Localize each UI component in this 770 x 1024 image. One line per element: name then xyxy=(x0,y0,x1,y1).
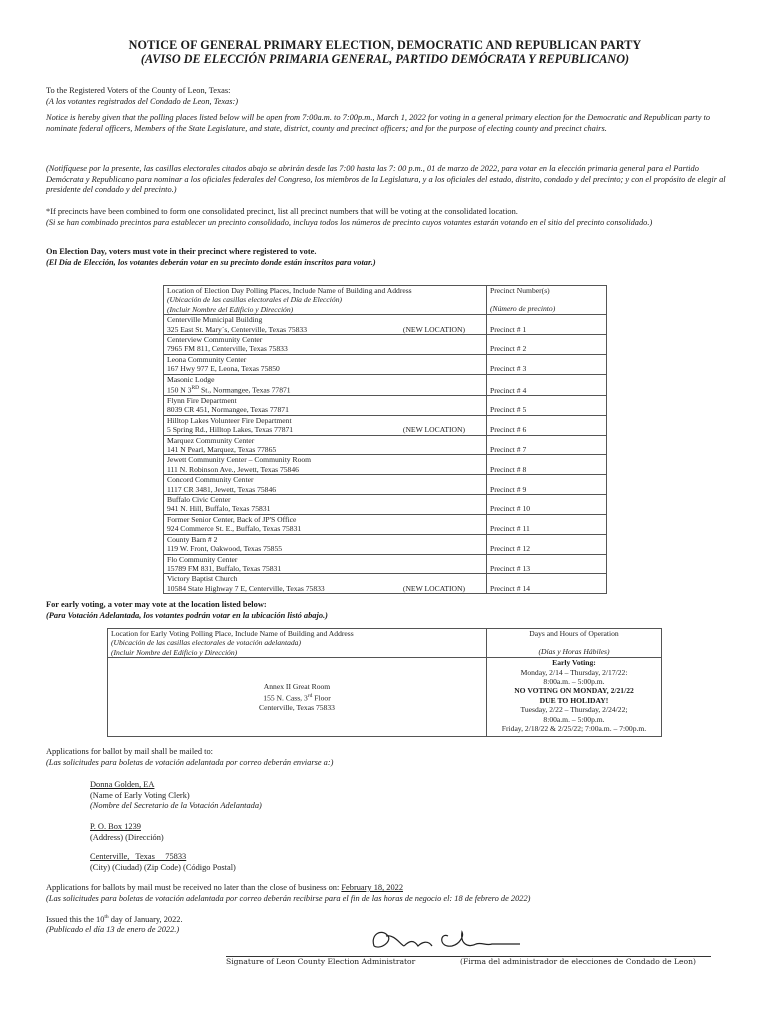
clerk-name: Donna Golden, EA xyxy=(90,780,155,789)
polling-place-address-line xyxy=(167,364,483,373)
addressee-es: (A los votantes registrados del Condado de Leon, Texas:) xyxy=(46,96,239,106)
early-voting-clerk xyxy=(90,780,490,812)
combined-precinct-note xyxy=(46,207,726,228)
mail-intro-es: (Las solicitudes para boletas de votación adelantada por correo deberán enviarse a:) xyxy=(46,757,334,767)
polling-place-row xyxy=(164,534,607,554)
early-table-header xyxy=(108,629,662,658)
polling-place-name: County Barn # 2 xyxy=(167,534,218,544)
early-header-location-es1: (Ubicación de las casillas electorales de votación adelantada) xyxy=(111,638,302,648)
polling-place-row xyxy=(164,475,607,495)
polling-place-row xyxy=(164,574,607,594)
early-hours-line6: 8:00a.m. – 5:00p.m. xyxy=(543,714,605,724)
early-intro-es: (Para Votación Adelantada, los votantes podrán votar en la ubicación listó abajo.) xyxy=(46,610,328,620)
polling-place-location xyxy=(164,415,487,435)
mail-deadline-text: Applications for ballots by mail must be received no later than the close of business on: xyxy=(46,883,340,892)
polling-place-address-line xyxy=(167,564,483,573)
issued-en: Issued this the 10th day of January, 2022. xyxy=(46,914,183,924)
mail-address-label: (Address) (Dirección) xyxy=(90,832,164,842)
polling-table-header xyxy=(164,286,607,315)
polling-place-address: 941 N. Hill, Buffalo, Texas 75831 xyxy=(167,504,271,514)
polling-place-row xyxy=(164,415,607,435)
polling-places-table xyxy=(163,285,607,594)
title-english: NOTICE OF GENERAL PRIMARY ELECTION, DEMOCRATIC AND REPUBLICAN PARTY xyxy=(128,38,642,52)
mail-city-value: Centerville, Texas 75833 xyxy=(90,852,187,861)
header-location-es1: (Ubicación de las casillas electorales el Día de Elección) xyxy=(167,295,343,305)
early-location-city: Centerville, Texas 75833 xyxy=(259,702,335,712)
precinct-number: Precinct # 9 xyxy=(487,475,607,495)
polling-place-address: 119 W. Front, Oakwood, Texas 75855 xyxy=(167,544,283,554)
early-hours-line2: 8:00a.m. – 5:00p.m. xyxy=(543,677,605,687)
polling-place-location xyxy=(164,495,487,515)
polling-place-location xyxy=(164,554,487,574)
header-location-es2: (Incluir Nombre del Edificio y Dirección) xyxy=(167,304,294,314)
mail-deadline xyxy=(46,883,726,904)
election-day-es: (El Día de Elección, los votantes deberán votar en su precinto donde están inscritos para votar.) xyxy=(46,257,376,267)
polling-place-address-line xyxy=(167,465,483,474)
early-hours-line4: DUE TO HOLIDAY! xyxy=(539,695,609,705)
early-header-days-es: (Días y Horas Hábiles) xyxy=(538,647,610,657)
election-day-note xyxy=(46,247,726,268)
early-location-building: Annex II Great Room xyxy=(263,682,331,692)
signature-label-en: Signature of Leon County Election Administrator xyxy=(226,957,416,966)
polling-place-address-line xyxy=(167,485,483,494)
polling-place-row xyxy=(164,335,607,355)
polling-place-location xyxy=(164,315,487,335)
polling-place-name: Buffalo Civic Center xyxy=(167,495,231,505)
issued-es: (Publicado el día 13 de enero de 2022.) xyxy=(46,925,180,935)
polling-place-location xyxy=(164,534,487,554)
polling-place-location xyxy=(164,574,487,594)
precinct-number: Precinct # 8 xyxy=(487,455,607,475)
polling-place-row xyxy=(164,495,607,515)
polling-place-location xyxy=(164,475,487,495)
header-location-en: Location of Election Day Polling Places, Include Name of Building and Address xyxy=(167,286,412,295)
polling-place-name: Jewett Community Center – Community Room xyxy=(167,455,312,465)
mail-address-value: P. O. Box 1239 xyxy=(90,822,141,831)
polling-place-row xyxy=(164,435,607,455)
early-header-location xyxy=(108,629,487,658)
mail-deadline-es: (Las solicitudes para boletas de votación adelantada por correo deberán recibirse para el fin de las horas de negocio el: 18 de febrero de 2022) xyxy=(46,893,531,903)
early-header-location-es2: (Incluir Nombre del Edificio y Dirección) xyxy=(111,647,238,657)
early-table-row xyxy=(108,658,662,737)
title-spanish: (AVISO DE ELECCIÓN PRIMARIA GENERAL, PARTIDO DEMÓCRATA Y REPUBLICANO) xyxy=(140,52,630,66)
polling-place-address: 7965 FM 811, Centerville, Texas 75833 xyxy=(167,344,288,354)
early-voting-table xyxy=(107,628,662,737)
polling-place-address: 5 Spring Rd., Hilltop Lakes, Texas 77871 xyxy=(167,425,294,435)
polling-place-address-line xyxy=(167,445,483,454)
precinct-number: Precinct # 4 xyxy=(487,374,607,395)
polling-place-location xyxy=(164,396,487,416)
early-hours-line3: NO VOTING ON MONDAY, 2/21/22 xyxy=(514,686,634,696)
polling-place-address-line xyxy=(167,405,483,414)
precinct-number: Precinct # 1 xyxy=(487,315,607,335)
new-location-note: (NEW LOCATION) xyxy=(402,583,465,593)
mail-intro xyxy=(46,747,726,768)
signature-label-es: (Firma del administrador de elecciones de Condado de Leon) xyxy=(460,957,696,966)
polling-place-name: Marquez Community Center xyxy=(167,435,255,445)
polling-place-row xyxy=(164,396,607,416)
combined-es: (Si se han combinado precintos para establecer un precinto consolidado, incluya todos los números de precinto cuyos votantes estarán votando en el sitio del precinto consolidado.) xyxy=(46,217,653,227)
early-hours-line1: Monday, 2/14 – Thursday, 2/17/22: xyxy=(520,667,628,677)
handwritten-signature xyxy=(360,922,540,958)
precinct-number: Precinct # 6 xyxy=(487,415,607,435)
polling-place-address: 167 Hwy 977 E, Leona, Texas 75850 xyxy=(167,364,280,374)
polling-place-address-line xyxy=(167,544,483,553)
polling-place-name: Victory Baptist Church xyxy=(167,574,238,584)
polling-place-name: Concord Community Center xyxy=(167,475,254,485)
header-precinct-es: (Número de precinto) xyxy=(490,304,556,314)
early-hours-line7: Friday, 2/18/22 & 2/25/22; 7:00a.m. – 7:00p.m. xyxy=(501,724,647,734)
polling-place-name: Masonic Lodge xyxy=(167,374,215,384)
election-day-en: On Election Day, voters must vote in their precinct where registered to vote. xyxy=(46,247,317,256)
polling-place-row xyxy=(164,315,607,335)
new-location-note: (NEW LOCATION) xyxy=(402,425,465,435)
early-header-location-en: Location for Early Voting Polling Place, Include Name of Building and Address xyxy=(111,629,354,638)
precinct-number: Precinct # 5 xyxy=(487,396,607,416)
polling-place-row xyxy=(164,554,607,574)
polling-place-name: Flynn Fire Department xyxy=(167,396,237,405)
precinct-number: Precinct # 13 xyxy=(487,554,607,574)
early-location-cell xyxy=(108,658,487,737)
polling-place-name: Centerview Community Center xyxy=(167,335,263,345)
polling-place-address-line xyxy=(167,524,483,533)
header-precinct-en: Precinct Number(s) xyxy=(490,286,550,295)
polling-place-location xyxy=(164,435,487,455)
early-header-days xyxy=(487,629,662,658)
mail-city xyxy=(90,852,490,873)
polling-place-address: 141 N Pearl, Marquez, Texas 77865 xyxy=(167,445,277,455)
polling-place-address: 1117 CR 3481, Jewett, Texas 75846 xyxy=(167,484,277,494)
early-intro-en: For early voting, a voter may vote at the location listed below: xyxy=(46,600,267,609)
polling-place-address-line xyxy=(167,584,483,593)
early-header-days-en: Days and Hours of Operation xyxy=(529,629,619,638)
polling-place-location xyxy=(164,455,487,475)
polling-place-address-line xyxy=(167,344,483,353)
polling-place-address-line xyxy=(167,504,483,513)
polling-place-address: 150 N 3RD St., Normangee, Texas 77871 xyxy=(167,385,291,395)
polling-place-location xyxy=(164,335,487,355)
early-location-street: 155 N. Cass, 3rd Floor xyxy=(263,692,331,703)
polling-place-address-line xyxy=(167,384,483,395)
polling-place-address: 111 N. Robinson Ave., Jewett, Texas 75846 xyxy=(167,464,299,474)
polling-place-address-line xyxy=(167,325,483,334)
polling-place-name: Flo Community Center xyxy=(167,554,238,564)
early-hours-line5: Tuesday, 2/22 – Thursday, 2/24/22; xyxy=(520,705,628,715)
polling-place-address: 15789 FM 831, Buffalo, Texas 75831 xyxy=(167,563,282,573)
polling-place-address: 8039 CR 451, Normangee, Texas 77871 xyxy=(167,405,289,415)
polling-place-address: 10584 State Highway 7 E, Centerville, Texas 75833 xyxy=(167,583,325,593)
precinct-number: Precinct # 14 xyxy=(487,574,607,594)
combined-en: *If precincts have been combined to form one consolidated precinct, list all precinct numbers that will be voting at the consolidated location. xyxy=(46,207,518,216)
polling-place-name: Former Senior Center, Back of JP'S Office xyxy=(167,514,297,524)
mail-address xyxy=(90,822,490,843)
polling-place-row xyxy=(164,354,607,374)
header-precinct xyxy=(487,286,607,315)
precinct-number: Precinct # 11 xyxy=(487,514,607,534)
mail-deadline-en xyxy=(46,883,726,894)
polling-place-location xyxy=(164,374,487,395)
clerk-label-es: (Nombre del Secretario de la Votación Adelantada) xyxy=(90,801,262,811)
polling-place-address: 325 East St. Mary`s, Centerville, Texas 75833 xyxy=(167,324,308,334)
precinct-number: Precinct # 2 xyxy=(487,335,607,355)
polling-place-address-line xyxy=(167,425,483,434)
polling-place-name: Centerville Municipal Building xyxy=(167,315,263,325)
polling-place-location xyxy=(164,514,487,534)
mail-intro-en: Applications for ballot by mail shall be mailed to: xyxy=(46,747,214,756)
mail-city-label: (City) (Ciudad) (Zip Code) (Código Postal) xyxy=(90,862,236,872)
polling-place-row xyxy=(164,455,607,475)
polling-place-row xyxy=(164,374,607,395)
polling-place-location xyxy=(164,354,487,374)
precinct-number: Precinct # 3 xyxy=(487,354,607,374)
mail-deadline-date: February 18, 2022 xyxy=(341,883,404,892)
notice-en: Notice is hereby given that the polling places listed below will be open from 7:00a.m. to 7:00p.m., March 1, 2022 for voting in a general primary election for the Democratic and Republican party to nominate federal officers, Members of the State Legislature, and state, district, county and precinct officers; and for the purpose of electing county and precinct chairs. xyxy=(46,113,711,133)
polling-place-name: Hilltop Lakes Volunteer Fire Department xyxy=(167,415,292,425)
polling-place-row xyxy=(164,514,607,534)
early-hours-cell xyxy=(487,658,662,737)
header-location xyxy=(164,286,487,315)
polling-place-address: 924 Commerce St. E., Buffalo, Texas 75831 xyxy=(167,524,302,534)
precinct-number: Precinct # 7 xyxy=(487,435,607,455)
new-location-note: (NEW LOCATION) xyxy=(402,324,465,334)
polling-place-name: Leona Community Center xyxy=(167,354,247,364)
addressee xyxy=(46,86,726,107)
precinct-number: Precinct # 10 xyxy=(487,495,607,515)
early-hours-title: Early Voting: xyxy=(552,658,596,668)
clerk-label-en: (Name of Early Voting Clerk) xyxy=(90,790,190,800)
precinct-number: Precinct # 12 xyxy=(487,534,607,554)
addressee-en: To the Registered Voters of the County of Leon, Texas: xyxy=(46,86,231,95)
notice-es: (Notifíquese por la presente, las casillas electorales citados abajo se abrirán desde las 7:00 hasta las 7: 00 p.m., 01 de marzo de 2022, para votar en la elección primaria general para el Partido Demócrata y Republicano para nominar a los oficiales federales del Congreso, los miembros de la Legislatura, y a los oficiales del estado, distrito, condado y del precinto; y con el propósito de elegir al presidente del condado y del precinto.) xyxy=(46,164,726,195)
early-voting-intro xyxy=(46,600,726,621)
